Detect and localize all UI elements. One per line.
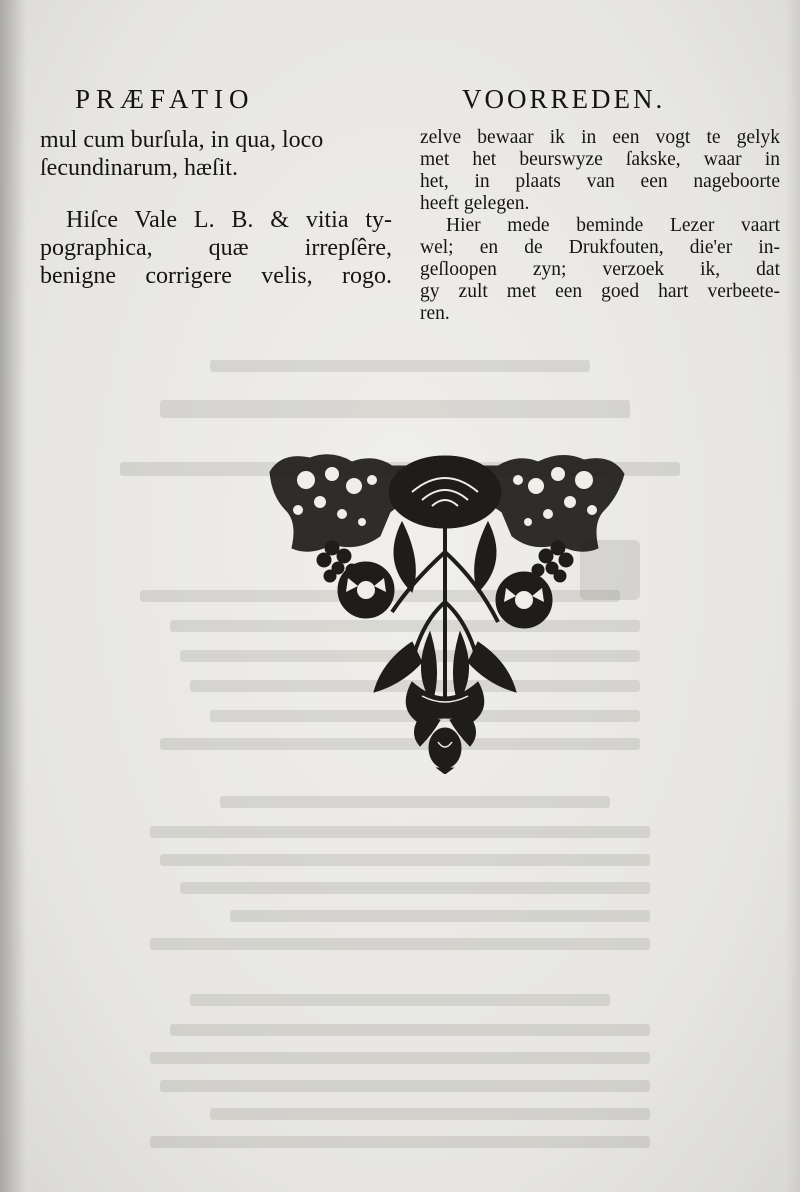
- dutch-line: Hier mede beminde Lezer vaart: [446, 215, 780, 236]
- latin-line: mul cum burſula, in qua, loco: [40, 127, 324, 153]
- page-edge: [786, 0, 800, 1192]
- latin-column: [40, 126, 392, 290]
- paragraph-gap: [40, 182, 392, 206]
- dutch-line: ren.: [420, 303, 450, 324]
- latin-line: ſecundinarum, hæſit.: [40, 155, 238, 181]
- dutch-line: heeft gelegen.: [420, 193, 530, 214]
- dutch-line: gy zult met een goed hart verbeete-: [420, 281, 780, 302]
- binding-shadow: [0, 0, 26, 1192]
- dutch-column: [420, 127, 780, 325]
- latin-line: pographica, quæ irrepſêre,: [40, 235, 392, 261]
- dutch-line: geſloopen zyn; verzoek ik, dat: [420, 259, 780, 280]
- running-head-dutch: VOORREDEN.: [462, 84, 666, 114]
- running-head-latin: PRÆFATIO: [75, 84, 255, 114]
- dutch-line: met het beurswyze ſakske, waar in: [420, 149, 780, 170]
- latin-line: benigne corrigere velis, rogo.: [40, 263, 392, 289]
- dutch-line: wel; en de Drukfouten, die'er in-: [420, 237, 780, 258]
- dutch-line: het, in plaats van een nageboorte: [420, 171, 780, 192]
- latin-line: Hiſce Vale L. B. & vitia ty-: [66, 207, 392, 233]
- dutch-line: zelve bewaar ik in een vogt te gelyk: [420, 127, 780, 148]
- floral-vignette-icon: [262, 452, 628, 774]
